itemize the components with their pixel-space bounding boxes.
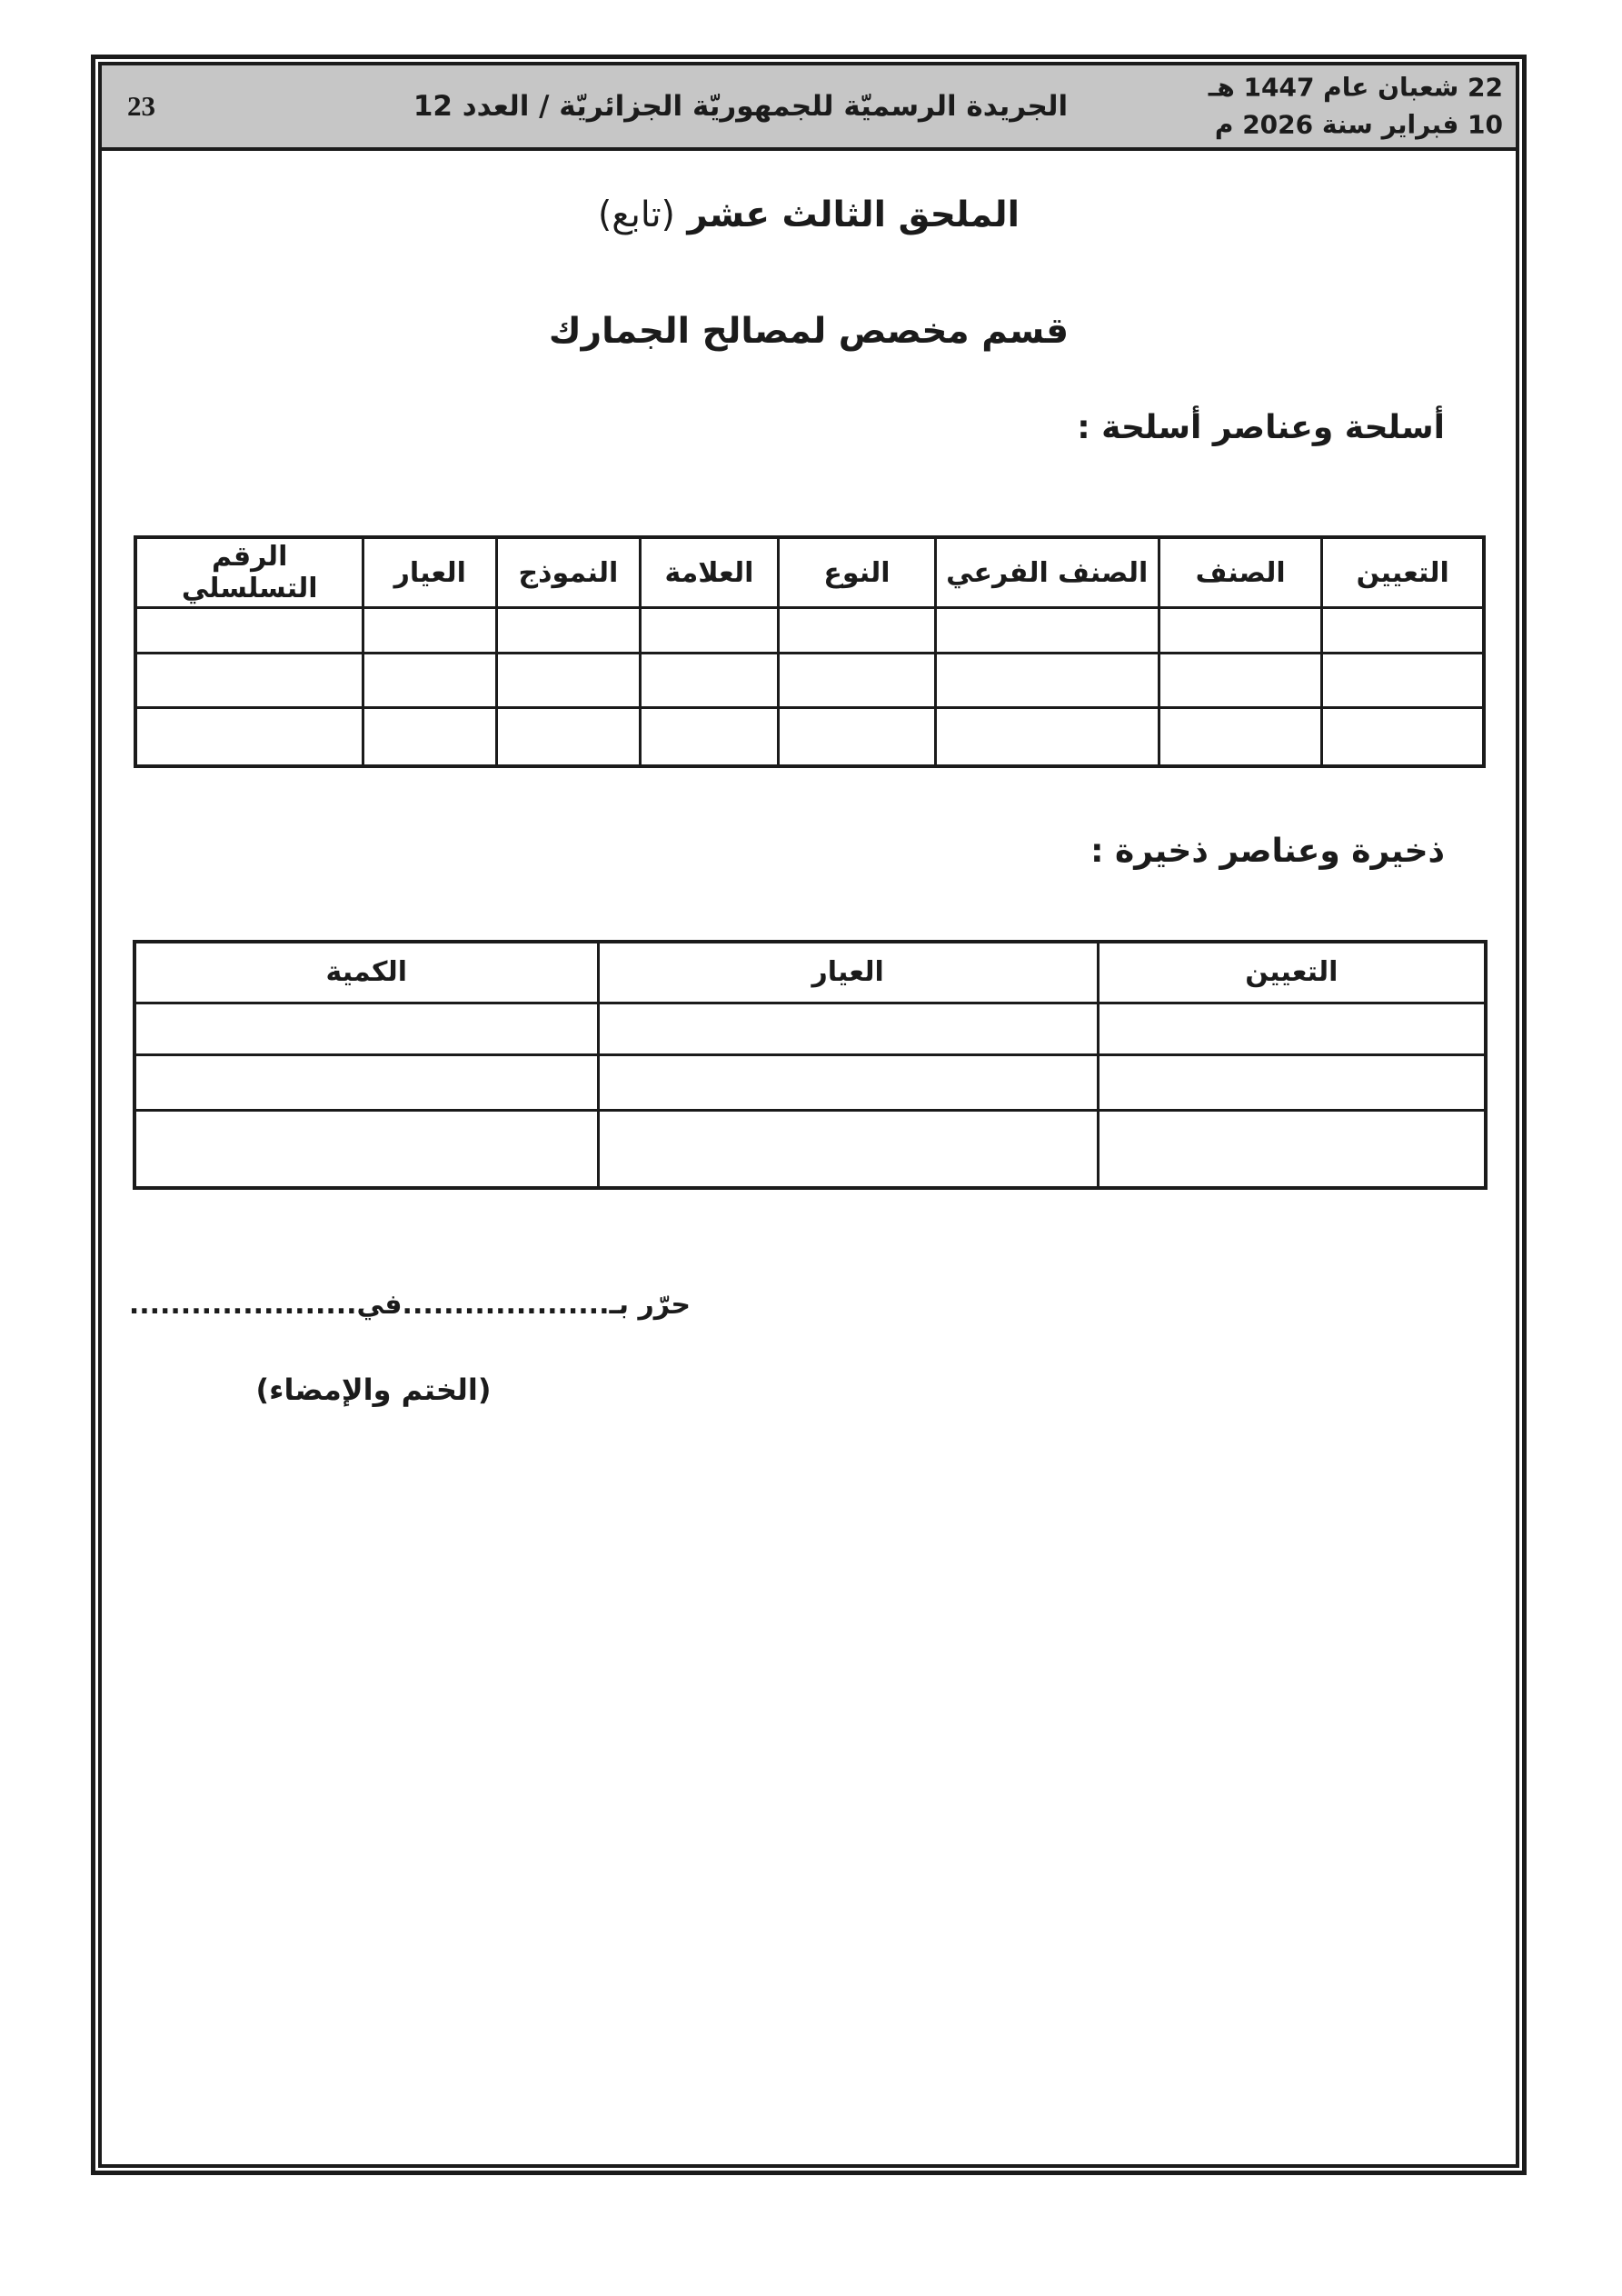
empty-cell <box>640 654 779 708</box>
ammunition-table <box>133 940 1488 1190</box>
empty-cell <box>598 1110 1098 1188</box>
empty-cell <box>1098 1110 1486 1188</box>
ammunition-section-heading: ذخيرة وعناصر ذخيرة : <box>1090 833 1445 870</box>
empty-cell <box>134 1054 598 1110</box>
empty-cell <box>134 1110 598 1188</box>
empty-cell <box>598 1054 1098 1110</box>
annex-subtitle: قسم مخصص لمصالح الجمارك <box>548 311 1070 352</box>
empty-cell <box>1159 654 1322 708</box>
empty-row <box>135 654 1484 708</box>
column-header: النموذج <box>497 537 640 608</box>
journal-title: الجريدة الرسميّة للجمهوريّة الجزائريّة / العدد 12 <box>413 90 1069 123</box>
page-inner-border <box>98 62 1519 2168</box>
column-header: الصنف الفرعي <box>935 537 1159 608</box>
empty-cell <box>497 608 640 654</box>
empty-cell <box>1322 708 1484 766</box>
empty-cell <box>935 608 1159 654</box>
empty-cell <box>1322 608 1484 654</box>
empty-cell <box>497 708 640 766</box>
date-hijri: 22 شعبان عام 1447 هـ <box>1208 72 1503 103</box>
empty-row <box>135 608 1484 654</box>
page-header-band <box>102 65 1516 151</box>
empty-cell <box>497 654 640 708</box>
empty-cell <box>1159 708 1322 766</box>
date-gregorian: 10 فبراير سنة 2026 م <box>1214 109 1503 139</box>
empty-cell <box>779 654 935 708</box>
weapons-table-header-row <box>135 537 1484 608</box>
column-header: التعيين <box>1098 942 1486 1003</box>
empty-cell <box>779 708 935 766</box>
empty-row <box>135 708 1484 766</box>
empty-cell <box>363 708 497 766</box>
empty-cell <box>135 654 363 708</box>
empty-row <box>134 1054 1486 1110</box>
empty-cell <box>134 1003 598 1054</box>
seal-signature-line: (الختم والإمضاء) <box>255 1373 492 1407</box>
empty-cell <box>135 608 363 654</box>
header-dates <box>1209 69 1503 143</box>
empty-cell <box>363 654 497 708</box>
column-header: التعيين <box>1322 537 1484 608</box>
page-frame <box>91 55 1527 2175</box>
column-header: الصنف <box>1159 537 1322 608</box>
annex-title <box>102 195 1516 235</box>
empty-cell <box>363 608 497 654</box>
column-header: النوع <box>779 537 935 608</box>
annex-title-text: الملحق الثالث عشر <box>687 195 1020 235</box>
annex-title-suffix: (تابع) <box>598 195 675 235</box>
ammunition-table-header-row <box>134 942 1486 1003</box>
column-header: الكمية <box>134 942 598 1003</box>
done-at-line: حرّر بـ....................في...................... <box>128 1289 691 1321</box>
empty-row <box>134 1110 1486 1188</box>
empty-cell <box>1098 1054 1486 1110</box>
weapons-table <box>134 535 1486 768</box>
empty-cell <box>135 708 363 766</box>
empty-cell <box>640 608 779 654</box>
column-header: العيار <box>363 537 497 608</box>
column-header: العيار <box>598 942 1098 1003</box>
page-number: 23 <box>127 90 155 122</box>
empty-row <box>134 1003 1486 1054</box>
weapons-section-heading: أسلحة وعناصر أسلحة : <box>1077 409 1445 446</box>
empty-cell <box>779 608 935 654</box>
column-header: الرقم التسلسلي <box>135 537 363 608</box>
empty-cell <box>1322 654 1484 708</box>
empty-cell <box>935 654 1159 708</box>
empty-cell <box>1098 1003 1486 1054</box>
empty-cell <box>598 1003 1098 1054</box>
empty-cell <box>640 708 779 766</box>
column-header: العلامة <box>640 537 779 608</box>
empty-cell <box>1159 608 1322 654</box>
empty-cell <box>935 708 1159 766</box>
